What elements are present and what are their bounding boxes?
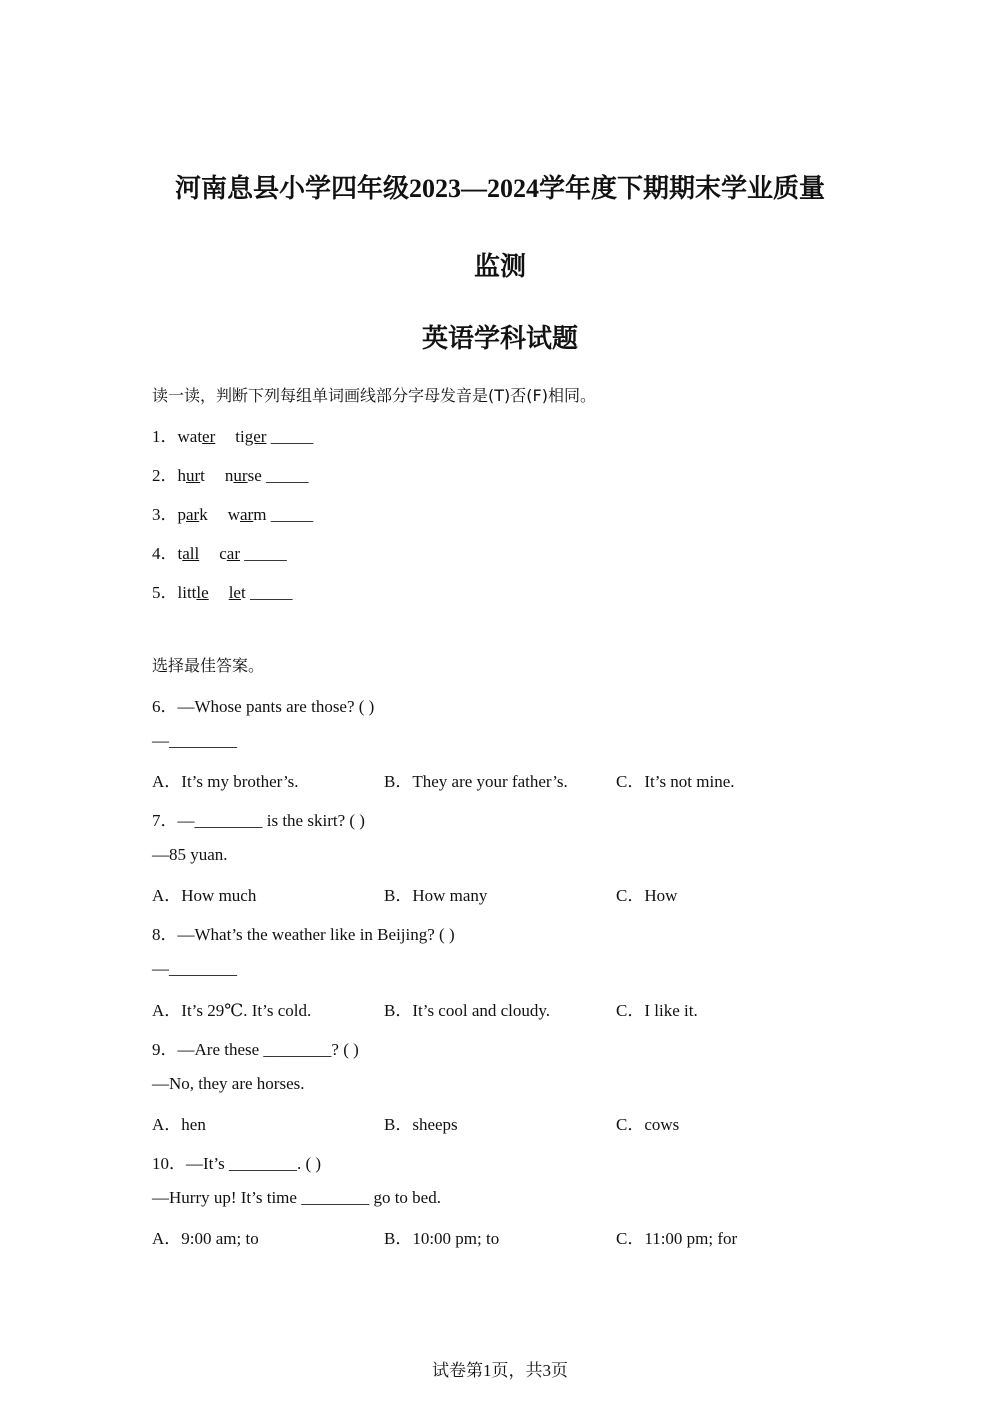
phonics-item-3: [152, 500, 313, 525]
word-1: park: [177, 505, 208, 524]
phonics-item-5: [152, 578, 292, 603]
answer-blank[interactable]: _____: [244, 544, 287, 563]
question-10-dialog: —Hurry up! It’s time ________ go to bed.: [152, 1188, 441, 1207]
question-10: 10．—It’s ________. ( ): [152, 1154, 322, 1173]
option-6c[interactable]: C．It’s not mine.: [616, 772, 735, 791]
option-6a[interactable]: A．It’s my brother’s.: [152, 772, 299, 791]
question-7-dialog: —85 yuan.: [152, 845, 228, 864]
answer-blank[interactable]: _____: [266, 466, 309, 485]
option-8b[interactable]: B．It’s cool and cloudy.: [384, 1001, 551, 1020]
option-7a[interactable]: A．How much: [152, 886, 257, 905]
phonics-item-2: [152, 461, 309, 486]
option-10a[interactable]: A．9:00 am; to: [152, 1229, 259, 1248]
section1-instruction: 读一读，判断下列每组单词画线部分字母发音是(T)否(F)相同。: [152, 386, 596, 405]
option-9a[interactable]: A．hen: [152, 1115, 206, 1134]
word-2: car: [219, 544, 240, 563]
word-1: water: [177, 427, 216, 446]
answer-blank[interactable]: _____: [270, 427, 314, 446]
question-8-dialog: —________: [152, 959, 237, 978]
phonics-item-4: [152, 539, 287, 564]
item-number: 2．: [152, 466, 178, 485]
item-number: 4．: [152, 544, 178, 563]
section2-instruction: 选择最佳答案。: [152, 656, 265, 675]
question-9: 9．—Are these ________? ( ): [152, 1040, 359, 1059]
item-number: 3．: [152, 505, 178, 524]
question-9-dialog: —No, they are horses.: [152, 1074, 305, 1093]
word-2: let: [228, 583, 246, 602]
option-10b[interactable]: B．10:00 pm; to: [384, 1229, 500, 1248]
option-8c[interactable]: C．I like it.: [616, 1001, 698, 1020]
word-2: nurse: [224, 466, 262, 485]
question-7: 7．—________ is the skirt? ( ): [152, 811, 365, 830]
answer-blank[interactable]: _____: [270, 505, 314, 524]
item-number: 5．: [152, 583, 178, 602]
exam-subtitle: 英语学科试题: [421, 324, 578, 353]
word-1: little: [177, 583, 209, 602]
option-10c[interactable]: C．11:00 pm; for: [616, 1229, 738, 1248]
word-1: tall: [177, 544, 200, 563]
answer-blank[interactable]: _____: [249, 583, 293, 602]
exam-title-line1: 河南息县小学四年级2023—2024学年度下期期末学业质量: [174, 174, 825, 203]
phonics-item-1: [152, 422, 313, 447]
option-9b[interactable]: B．sheeps: [384, 1115, 458, 1134]
question-6-dialog: —________: [152, 731, 237, 750]
item-number: 1．: [152, 427, 178, 446]
option-7c[interactable]: C．How: [616, 886, 678, 905]
option-6b[interactable]: B．They are your father’s.: [384, 772, 568, 791]
word-2: tiger: [235, 427, 267, 446]
option-8a[interactable]: A．It’s 29℃. It’s cold.: [152, 1001, 312, 1020]
question-6: 6．—Whose pants are those? ( ): [152, 697, 375, 716]
option-7b[interactable]: B．How many: [384, 886, 488, 905]
question-8: 8．—What’s the weather like in Beijing? ( ): [152, 925, 455, 944]
word-1: hurt: [177, 466, 205, 485]
word-2: warm: [227, 505, 267, 524]
page-footer: 试卷第1页，共3页: [432, 1361, 568, 1380]
option-9c[interactable]: C．cows: [616, 1115, 680, 1134]
exam-title-line2: 监测: [473, 252, 526, 281]
